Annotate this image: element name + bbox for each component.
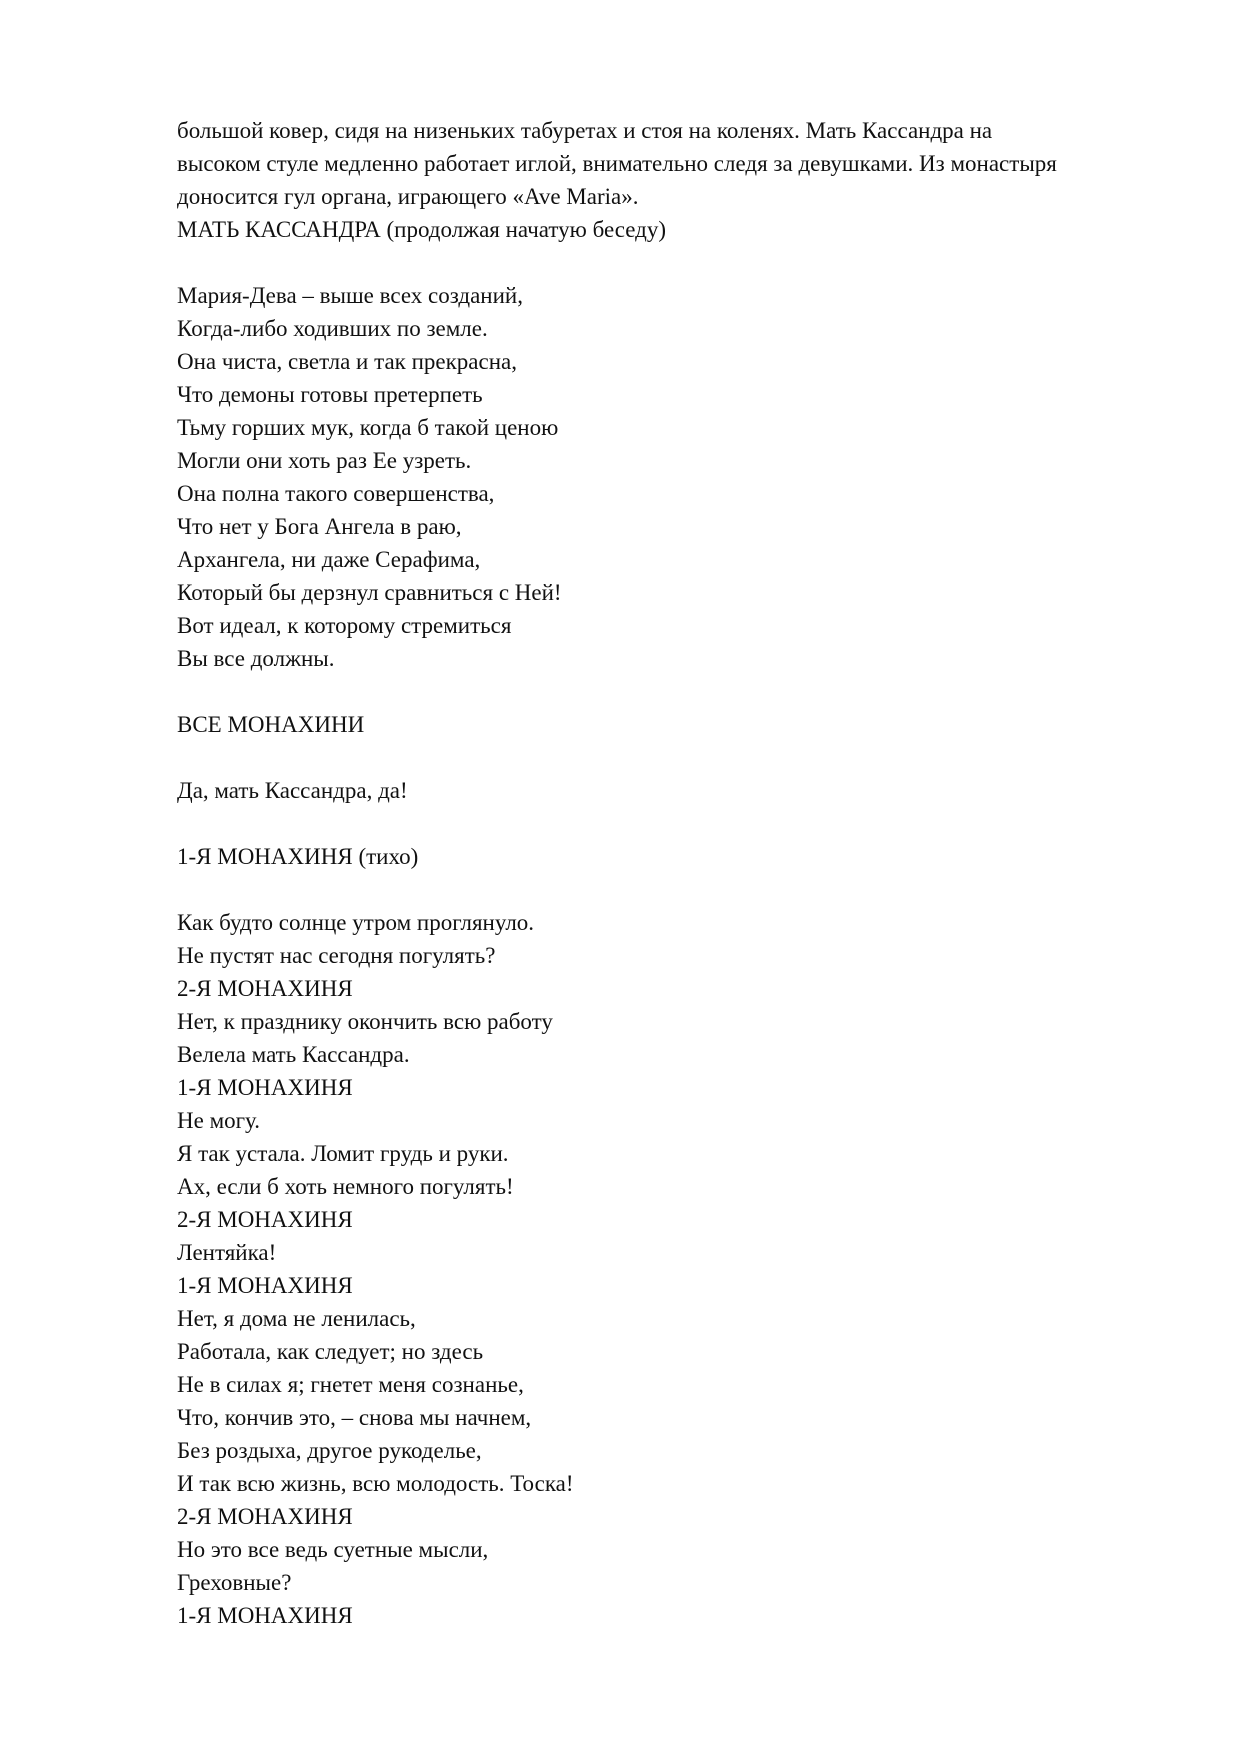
stage-direction: высоком стуле медленно работает иглой, внимательно следя за девушками. Из монастыря <box>177 151 1057 176</box>
blank-line <box>177 807 1167 840</box>
speaker-name: 2-Я МОНАХИНЯ <box>177 976 353 1001</box>
verse-line: Без роздыха, другое рукоделье, <box>177 1438 482 1463</box>
speaker-name: 2-Я МОНАХИНЯ <box>177 1207 353 1232</box>
verse-line: Велела мать Кассандра. <box>177 1042 410 1067</box>
document-page <box>177 114 1167 1632</box>
verse-line: Что демоны готовы претерпеть <box>177 382 483 407</box>
verse-line: Как будто солнце утром проглянуло. <box>177 910 535 935</box>
verse-line: Мария-Дева – выше всех созданий, <box>177 283 523 308</box>
blank-line <box>177 246 1167 279</box>
verse-line: Я так устала. Ломит грудь и руки. <box>177 1141 509 1166</box>
verse-line: Что нет у Бога Ангела в раю, <box>177 514 462 539</box>
verse-line: Не пустят нас сегодня погулять? <box>177 943 496 968</box>
verse-line: Что, кончив это, – снова мы начнем, <box>177 1405 532 1430</box>
blank-line <box>177 873 1167 906</box>
speaker-name: 1-Я МОНАХИНЯ (тихо) <box>177 844 419 869</box>
verse-line: Который бы дерзнул сравниться с Ней! <box>177 580 562 605</box>
verse-line: Нет, к празднику окончить всю работу <box>177 1009 553 1034</box>
verse-line: Да, мать Кассандра, да! <box>177 778 408 803</box>
speaker-name: ВСЕ МОНАХИНИ <box>177 712 365 737</box>
speaker-name: МАТЬ КАССАНДРА (продолжая начатую беседу) <box>177 217 667 242</box>
verse-line: Не могу. <box>177 1108 261 1133</box>
verse-line: Не в силах я; гнетет меня сознанье, <box>177 1372 524 1397</box>
verse-line: Тьму горших мук, когда б такой ценою <box>177 415 559 440</box>
verse-line: Она полна такого совершенства, <box>177 481 495 506</box>
blank-line <box>177 675 1167 708</box>
verse-line: И так всю жизнь, всю молодость. Тоска! <box>177 1471 574 1496</box>
verse-line: Вы все должны. <box>177 646 335 671</box>
speaker-name: 1-Я МОНАХИНЯ <box>177 1075 353 1100</box>
speaker-name: 2-Я МОНАХИНЯ <box>177 1504 353 1529</box>
verse-line: Вот идеал, к которому стремиться <box>177 613 512 638</box>
stage-direction: доносится гул органа, играющего «Ave Maria». <box>177 184 639 209</box>
blank-line <box>177 741 1167 774</box>
speaker-name: 1-Я МОНАХИНЯ <box>177 1273 353 1298</box>
verse-line: Архангела, ни даже Серафима, <box>177 547 481 572</box>
verse-line: Но это все ведь суетные мысли, <box>177 1537 489 1562</box>
verse-line: Нет, я дома не ленилась, <box>177 1306 416 1331</box>
speaker-name: 1-Я МОНАХИНЯ <box>177 1603 353 1628</box>
verse-line: Работала, как следует; но здесь <box>177 1339 484 1364</box>
verse-line: Лентяйка! <box>177 1240 277 1265</box>
verse-line: Могли они хоть раз Ее узреть. <box>177 448 472 473</box>
verse-line: Она чиста, светла и так прекрасна, <box>177 349 517 374</box>
verse-line: Ах, если б хоть немного погулять! <box>177 1174 514 1199</box>
stage-direction: большой ковер, сидя на низеньких табуретах и стоя на коленях. Мать Кассандра на <box>177 118 993 143</box>
verse-line: Греховные? <box>177 1570 292 1595</box>
verse-line: Когда-либо ходивших по земле. <box>177 316 488 341</box>
